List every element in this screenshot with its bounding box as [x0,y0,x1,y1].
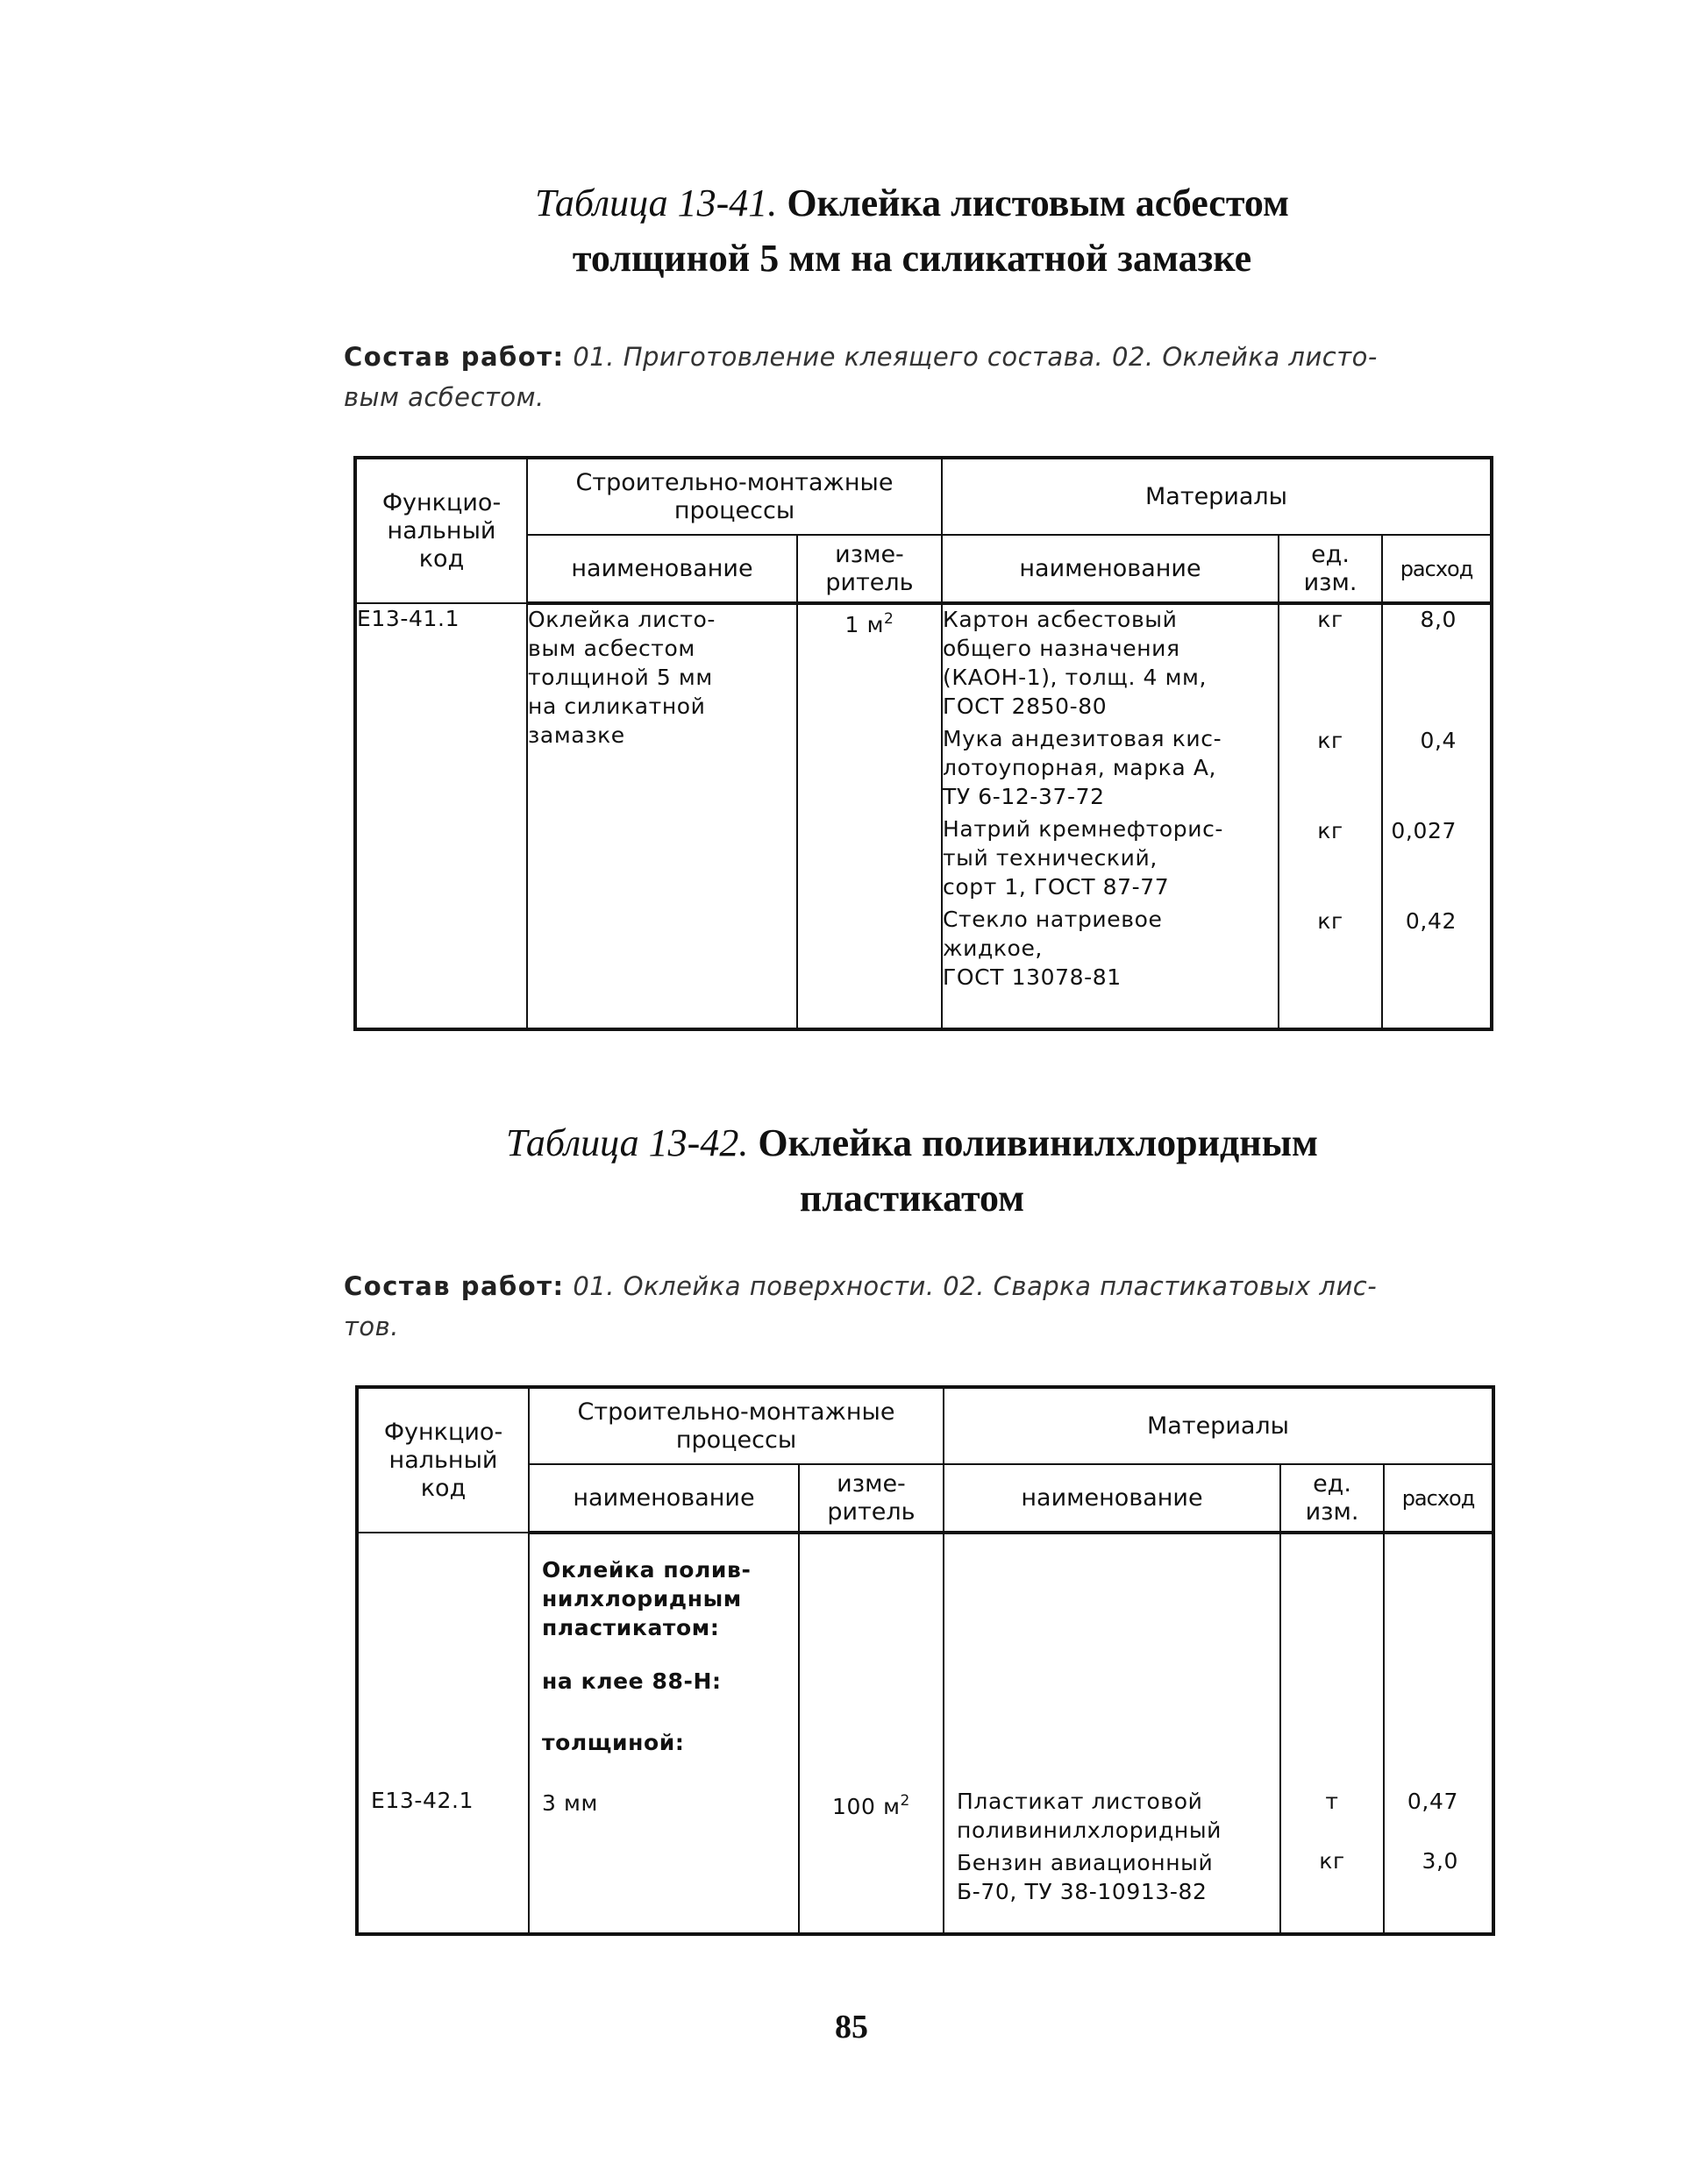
sub-heading-thickness: толщиной: [542,1730,685,1755]
row-process-name: Оклейка листо- вым асбестом толщиной 5 мм на силикатной замазке [527,603,797,1029]
material-item: Бензин авиационный Б-70, ТУ 38-10913-82 [957,1850,1214,1904]
header-materials: Материалы [944,1387,1493,1464]
header-process-name: наименование [527,535,797,603]
header-material-name: наименование [944,1464,1280,1533]
table2-title-line2: пластикатом [799,1177,1025,1220]
row-code: Е13-41.1 [355,603,527,1029]
header-qty: расход [1384,1464,1493,1533]
table1-title-line2: толщиной 5 мм на силикатной замазке [572,237,1252,280]
header-meter: изме- ритель [797,535,942,603]
row-units: т кг [1280,1533,1384,1934]
row-qty: 8,0 0,4 0,027 0,42 [1382,603,1492,1029]
process-name: 3 мм [542,1790,598,1816]
table-row [357,1533,1493,1934]
table1-title-prefix: Таблица 13-41. [535,181,778,224]
header-materials: Материалы [942,458,1492,535]
table1-sostav-text-2: вым асбестом. [344,382,545,412]
table1-sostav-text-1: 01. Приготовление клеящего состава. 02. Оклейка листо- [573,342,1378,372]
table1-work-composition [344,337,1493,417]
header-unit: ед. изм. [1280,1464,1384,1533]
row-materials [944,1533,1280,1934]
header-unit: ед. изм. [1279,535,1382,603]
material-item: Стекло натриевое жидкое, ГОСТ 13078-81 [943,907,1163,990]
row-materials [942,603,1279,1029]
table2 [355,1385,1495,1936]
header-process-name: наименование [529,1464,799,1533]
row-units: кг кг кг кг [1279,603,1382,1029]
header-code: Функцио- нальный код [355,458,527,603]
row-meter: 100 $м^2$ [799,1533,944,1934]
table2-title-main: Оклейка поливинилхлоридным [758,1121,1318,1164]
row-process-name [529,1533,799,1934]
table1-title-main: Оклейка листовым асбестом [787,181,1289,224]
page-number: 85 [835,2009,868,2045]
table2-title-prefix: Таблица 13-42. [506,1121,749,1164]
table2-sostav-label: Состав работ: [344,1271,565,1301]
table2-work-composition [344,1266,1493,1347]
table1 [353,456,1493,1031]
row-code: Е13-42.1 [357,1533,529,1934]
header-meter: изме- ритель [799,1464,944,1533]
table2-sostav-text-2: тов. [344,1312,399,1341]
header-qty: расход [1382,535,1492,603]
material-item: Пластикат листовой поливинилхлоридный [957,1789,1222,1843]
group-heading: Оклейка полив- нилхлоридным пластикатом: [542,1557,752,1640]
row-meter: 1 $м^2$ [797,603,942,1029]
table2-title [351,1115,1473,1226]
header-code: Функцио- нальный код [357,1387,529,1533]
material-item: Картон асбестовый общего назначения (КАОН-1), толщ. 4 мм, ГОСТ 2850-80 [943,607,1208,719]
sub-heading-glue: на клее 88-Н: [542,1668,722,1694]
header-material-name: наименование [942,535,1279,603]
header-processes: Строительно-монтажные процессы [527,458,942,535]
table2-sostav-text-1: 01. Оклейка поверхности. 02. Сварка пластикатовых лис- [573,1271,1378,1301]
table1-sostav-label: Состав работ: [344,342,565,372]
table-row [355,603,1492,1029]
material-item: Натрий кремнефторис- тый технический, сорт 1, ГОСТ 87-77 [943,816,1224,900]
header-processes: Строительно-монтажные процессы [529,1387,944,1464]
table1-title [351,175,1473,286]
row-qty: 0,47 3,0 [1384,1533,1493,1934]
material-item: Мука андезитовая кис- лотоупорная, марка А, ТУ 6-12-37-72 [943,726,1222,809]
